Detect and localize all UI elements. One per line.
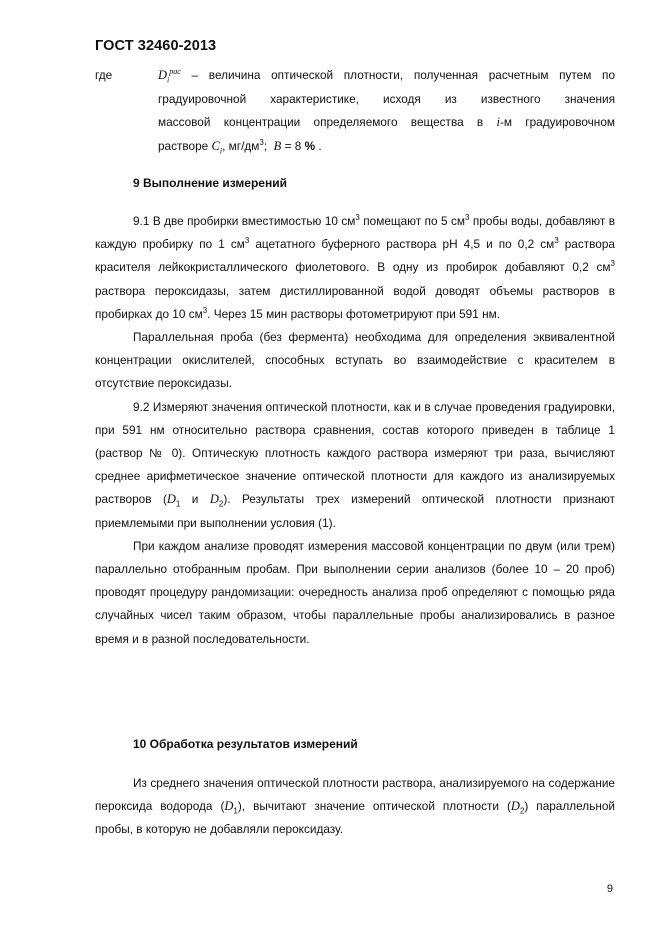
symbol-d-calc: $D_i^{рас}$ xyxy=(158,66,181,85)
legend-lead-word: где xyxy=(95,68,113,82)
paragraph-randomization: При каждом анализе проводят измерения массовой концентрации по двум (или трем) параллельно отобранным пробам. При выполнении серии анализов (более 10 – 20 проб) проводят процедуру рандомизации: очередность анализа проб определяют с помощью ряда случайных чисел таким образом, чтобы параллельные пробы анализировались в разное время и в разной последовательности. xyxy=(95,538,615,646)
formula-legend xyxy=(95,64,615,158)
section-9-heading: 9 Выполнение измерений xyxy=(133,176,287,190)
symbol-c: $C_i$ xyxy=(211,138,223,155)
paragraph-parallel-sample: Параллельная проба (без фермента) необходима для определения эквивалентной концентрации окислителей, способных вступать во взаимодействие с красителем в отсутствие пероксидазы. xyxy=(95,330,615,391)
paragraph-10-1: Из среднего значения оптической плотности раствора, анализируемого на содержание пероксида водорода $(D_1)$, вычитают значение оптической плотности $(D_2)$ параллельной пробы, в которую не добавляли пероксидазу. xyxy=(95,776,616,837)
legend-line-1-text: $D_i^{рас}$ – величина оптической плотности, полученная расчетным путем по xyxy=(158,66,616,85)
legend-line-2: градуировочной характеристике, исходя из известного значения xyxy=(158,91,615,106)
standard-designation: ГОСТ 32460-2013 xyxy=(95,38,217,54)
legend-line-1 xyxy=(95,64,615,88)
legend-line-3: массовой концентрации определяемого вещества в i-м градуировочном xyxy=(158,115,615,129)
paragraph-9-2: 9.2 Измеряют значения оптической плотности, как и в случае проведения градуировки, при 591 нм относительно раствора сравнения, состав которого приведен в таблице 1 (раствор № 0). Оптическую плотность каждого раствора измеряют три раза, вычисляют среднее арифметическое значение оптической плотности для каждого из анализируемых растворов ($D_1$ и $D_2$). Результаты трех измерений оптической плотности признают приемлемыми при выполнении условия (1). xyxy=(95,399,615,530)
page-number: 9 xyxy=(606,883,613,895)
section-10-body xyxy=(95,772,615,842)
paragraph-9-1: 9.1 В две пробирки вместимостью 10 $см^3$ помещают по 5 $см^3$ пробы воды, добавляют в каждую пробирку по 1 $см^3$ ацетатного буферного раствора рН 4,5 и по 0,2 $см^3$ раствора красителя лейкокристаллического фиолетового. В одну из пробирок добавляют 0,2 $см^3$ раствора пероксидазы, затем дистиллированной водой доводят объемы растворов в пробирках до 10 $см^3$. Через 15 мин растворы фотометрируют при 591 нм. xyxy=(95,213,615,321)
section-10-heading: 10 Обработка результатов измерений xyxy=(133,737,358,751)
symbol-b: B xyxy=(273,138,282,153)
legend-line-4: растворе $C_i$, $мг/дм^3$; B = 8 % . xyxy=(158,137,322,155)
section-9-body xyxy=(95,210,615,651)
